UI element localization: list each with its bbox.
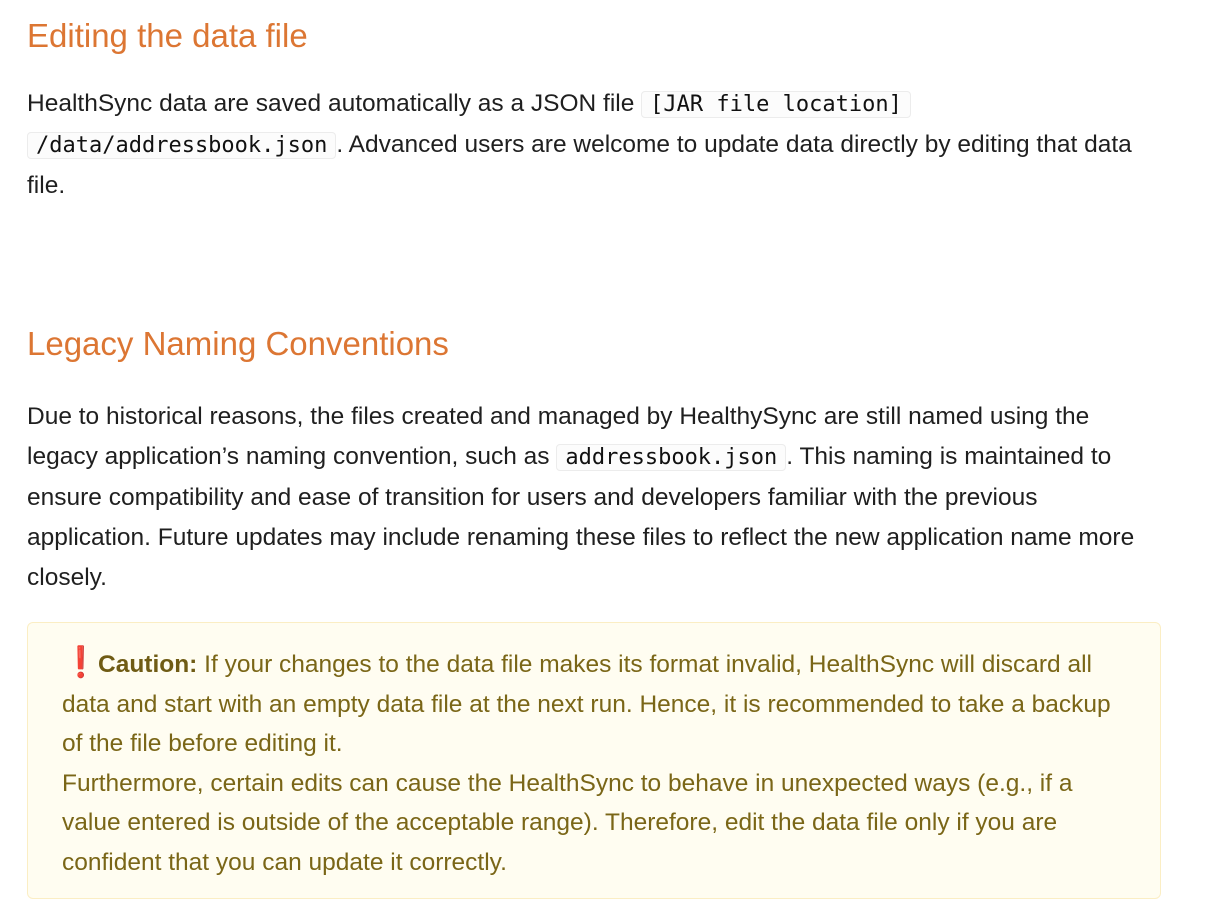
section-heading-editing-data-file: Editing the data file — [27, 17, 308, 54]
paragraph-text: . This naming is maintained to ensure compatibility and ease of transition for users and developers familiar with the previous application. Future updates may include renaming these files to reflect the new application name more closely. — [27, 443, 1135, 591]
caution-text-2: Furthermore, certain edits can cause the HealthSync to behave in unexpected ways (e.g., if a value entered is outside of the acceptable range). Therefore, edit the data file only if you are confident that you can update it correctly. — [62, 769, 1073, 876]
inline-code-addressbook: addressbook.json — [556, 444, 786, 471]
paragraph-text: . Advanced users are welcome to update data directly by editing that data file. — [27, 131, 1132, 199]
paragraph-legacy-naming — [27, 397, 1163, 598]
caution-text-1 — [62, 645, 1130, 764]
section-heading-legacy-naming: Legacy Naming Conventions — [27, 325, 449, 362]
caution-body-1: If your changes to the data file makes its format invalid, HealthSync will discard all data and start with an empty data file at the next run. Hence, it is recommended to take a backup of the file before editing it. — [62, 651, 1111, 757]
section-spacer — [27, 206, 1163, 324]
inline-code-jar-location: [JAR file location] — [641, 91, 911, 118]
paragraph-text: HealthSync data are saved automatically as a JSON file — [27, 90, 642, 117]
exclamation-icon: ❗ — [62, 646, 100, 679]
caution-title: Caution: — [98, 651, 198, 678]
inline-code-data-path: /data/addressbook.json — [27, 132, 336, 159]
paragraph-text: Due to historical reasons, the files created and managed by HealthySync are still named using the legacy application’s naming convention, such as — [27, 403, 1090, 470]
paragraph-editing-data-file — [27, 84, 1163, 206]
document-page — [27, 0, 1163, 899]
caution-callout — [27, 622, 1161, 899]
